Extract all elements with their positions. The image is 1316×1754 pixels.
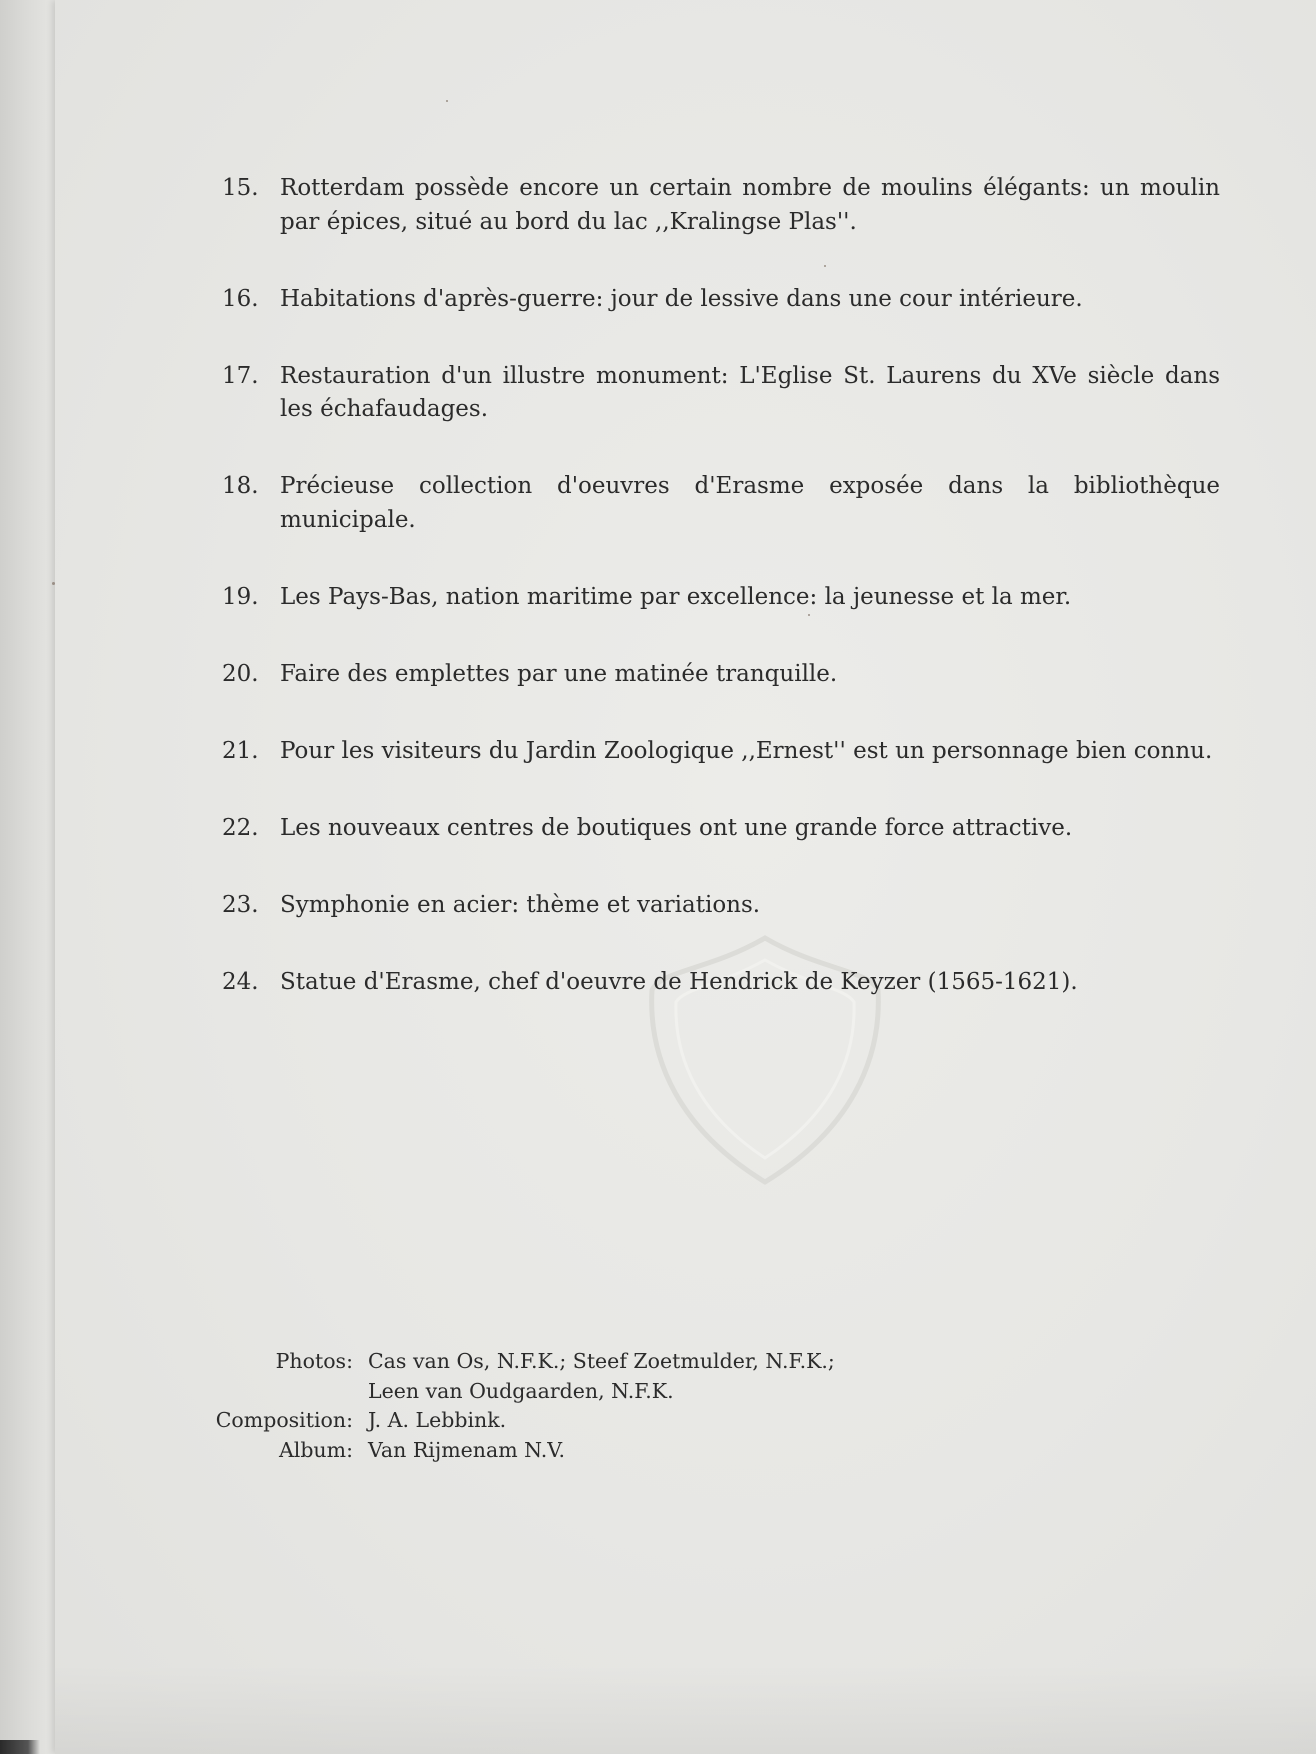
- caption-number: 15.: [222, 175, 259, 201]
- caption-text: Statue d'Erasme, chef d'oeuvre de Hendrick de Keyzer (1565-1621).: [280, 968, 1078, 995]
- caption-text: Symphonie en acier: thème et variations.: [280, 891, 761, 918]
- caption-number: 16.: [222, 285, 259, 312]
- credit-line: Van Rijmenam N.V.: [368, 1437, 566, 1462]
- caption-number: 19.: [222, 583, 259, 610]
- paper-speck: [446, 100, 448, 102]
- caption-item: [222, 889, 1220, 923]
- caption-number: 17.: [222, 362, 259, 389]
- caption-text: Pour les visiteurs du Jardin Zoologique ,,Ernest'' est un personnage bien connu.: [280, 737, 1213, 764]
- caption-item: [222, 812, 1220, 846]
- caption-list: [222, 172, 1220, 1043]
- credit-label: Photos:: [275, 1349, 353, 1373]
- caption-number: 22.: [222, 814, 259, 841]
- caption-text: Les nouveaux centres de boutiques ont une grande force attractive.: [280, 814, 1073, 841]
- credit-label: Composition:: [215, 1408, 353, 1432]
- paper-speck: [52, 582, 55, 585]
- caption-number: 18.: [222, 473, 259, 499]
- caption-text: Rotterdam possède encore un certain nombre de moulins élégants: un moulin par épices, situé au bord du lac ,,Kralingse Plas''.: [280, 175, 1220, 235]
- credit-line: J. A. Lebbink.: [368, 1408, 507, 1432]
- caption-item: [222, 658, 1220, 692]
- credit-value: [368, 1436, 565, 1466]
- caption-text: Les Pays-Bas, nation maritime par excellence: la jeunesse et la mer.: [280, 583, 1072, 610]
- credit-row-photos: [210, 1347, 835, 1406]
- credit-line: Cas van Os, N.F.K.; Steef Zoetmulder, N.F.K.;: [368, 1349, 835, 1373]
- credits-block: [210, 1347, 835, 1465]
- caption-number: 23.: [222, 891, 259, 918]
- caption-item: [222, 172, 1220, 239]
- caption-text: Habitations d'après-guerre: jour de lessive dans une cour intérieure.: [280, 285, 1083, 312]
- caption-item: [222, 735, 1220, 769]
- caption-number: 24.: [222, 968, 259, 995]
- table-edge: [0, 1740, 40, 1754]
- caption-text: Restauration d'un illustre monument: L'Eglise St. Laurens du XVe siècle dans les échafaudages.: [280, 362, 1220, 422]
- caption-number: 20.: [222, 660, 259, 687]
- credit-row-album: [210, 1436, 835, 1466]
- credit-value: [368, 1347, 835, 1406]
- page-shadow: [55, 1664, 1316, 1754]
- caption-item: [222, 581, 1220, 615]
- caption-item: [222, 360, 1220, 427]
- credit-label: Album:: [278, 1437, 353, 1462]
- credit-value: [368, 1406, 506, 1436]
- caption-item: [222, 470, 1220, 537]
- caption-item: [222, 283, 1220, 317]
- caption-item: [222, 966, 1220, 1000]
- caption-number: 21.: [222, 737, 259, 764]
- credit-row-composition: [210, 1406, 835, 1436]
- caption-text: Faire des emplettes par une matinée tranquille.: [280, 660, 838, 687]
- caption-text: Précieuse collection d'oeuvres d'Erasme exposée dans la bibliothèque municipale.: [280, 473, 1220, 533]
- credit-line: Leen van Oudgaarden, N.F.K.: [368, 1378, 674, 1403]
